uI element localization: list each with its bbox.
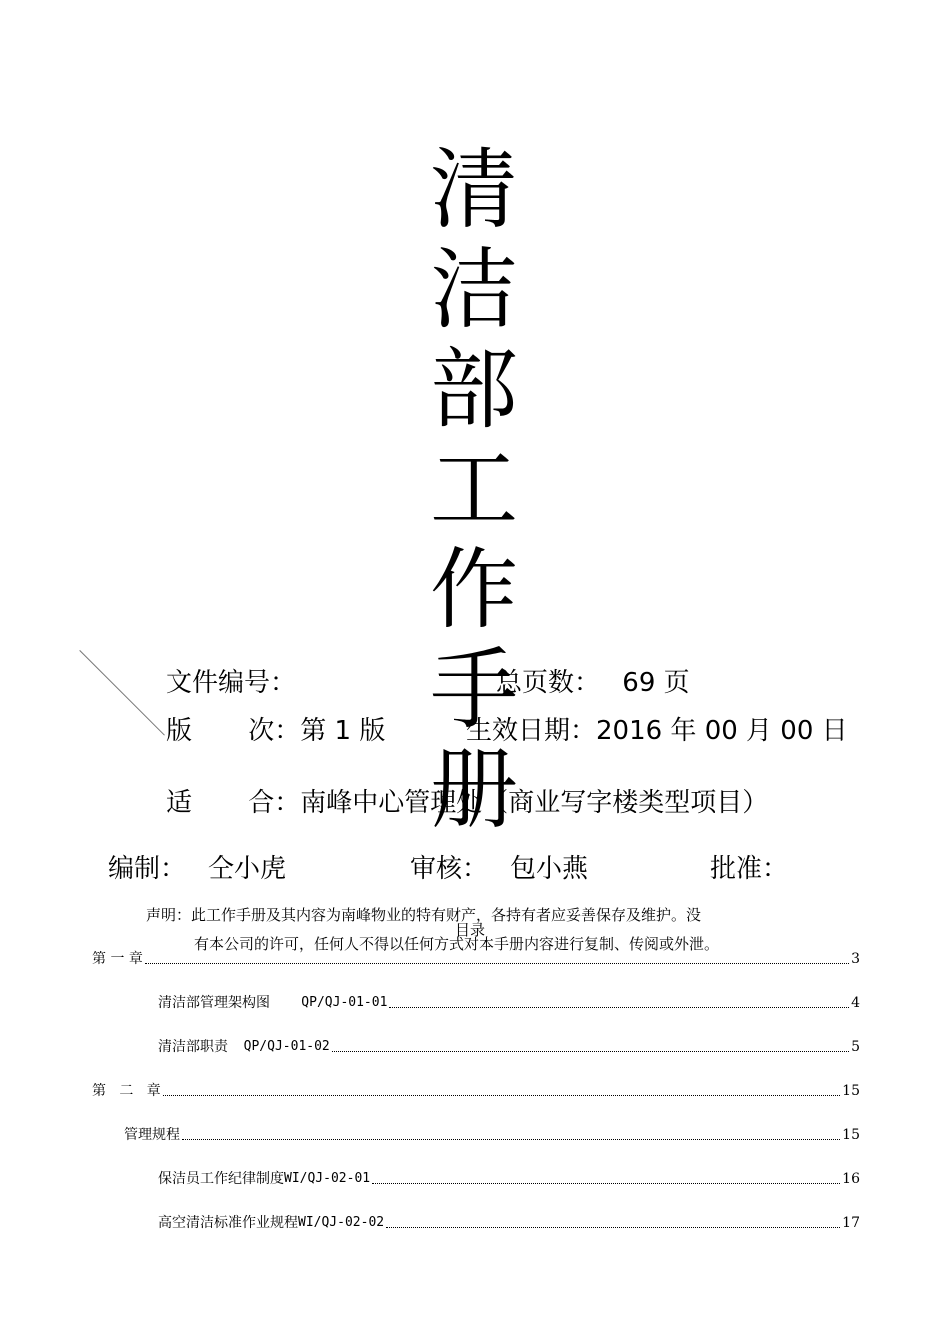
toc-entry-rules[interactable] (124, 1125, 860, 1145)
title-char: 作 (429, 538, 518, 641)
title-char: 工 (429, 438, 518, 541)
toc-entry-page: 16 (842, 1171, 860, 1187)
toc-entry-org-chart[interactable] (158, 993, 860, 1013)
compile-label: 编制： (108, 854, 187, 884)
toc-entry-label: 清洁部管理架构图 (158, 995, 270, 1011)
toc-entry-page: 4 (851, 995, 860, 1011)
toc-leader-dots (386, 1227, 840, 1228)
title-char: 洁 (429, 238, 518, 341)
toc-entry-page: 3 (851, 951, 860, 967)
toc-entry-code: WI/QJ-02-02 (298, 1215, 385, 1230)
toc-leader-dots (182, 1139, 840, 1140)
toc-leader-dots (389, 1007, 849, 1008)
toc-entry-code: WI/QJ-02-01 (284, 1171, 371, 1186)
toc-entry-label: 第 一 章 (92, 951, 143, 967)
applicable-value: 合：南峰中心管理处（商业写字楼类型项目） (248, 788, 769, 818)
toc-leader-dots (163, 1095, 840, 1096)
title-char: 册 (429, 738, 518, 841)
toc-entry-chapter-2[interactable] (92, 1081, 860, 1101)
review-name: 包小燕 (510, 854, 589, 884)
toc-leader-dots (372, 1183, 840, 1184)
title-char: 手 (429, 638, 518, 741)
effective-date: 生效日期：2016 年 00 月 00 日 (466, 716, 848, 746)
toc-entry-label: 第 二 章 (92, 1083, 161, 1099)
statement-line-2: 有本公司的许可，任何人不得以任何方式对本手册内容进行复制、传阅或外泄。 (194, 935, 720, 953)
edition-value: 次：第 1 版 (248, 716, 386, 746)
applicable-label: 适 (166, 788, 193, 818)
toc-entry-label: 高空清洁标准作业规程 (158, 1215, 298, 1231)
edition-label: 版 (166, 716, 193, 746)
toc-entry-code: QP/QJ-01-01 (270, 995, 388, 1010)
title-char: 清 (429, 138, 518, 241)
diagonal-line (79, 650, 165, 736)
toc-entry-label: 保洁员工作纪律制度 (158, 1171, 284, 1187)
toc-entry-label: 清洁部职责 (158, 1039, 228, 1055)
toc-entry-duties[interactable] (158, 1037, 860, 1057)
edition-line (166, 714, 385, 748)
applicable-line (166, 786, 768, 820)
toc-entry-code: QP/QJ-01-02 (228, 1039, 330, 1054)
total-pages-label: 总页数： (496, 668, 601, 698)
title-char: 部 (429, 338, 518, 441)
toc-leader-dots (332, 1051, 849, 1052)
statement-line-1: 声明：此工作手册及其内容为南峰物业的特有财产，各持有者应妥善保存及维护。没 (146, 906, 702, 924)
review-label: 审核： (410, 854, 489, 884)
toc-entry-chapter-1[interactable] (92, 949, 860, 969)
total-pages-value: 69 页 (622, 668, 690, 698)
toc-title: 目录 (455, 921, 486, 939)
toc-entry-page: 17 (842, 1215, 860, 1231)
approve-label: 批准： (710, 854, 789, 884)
toc-leader-dots (145, 963, 849, 964)
compile-name: 仝小虎 (208, 854, 287, 884)
file-number-line (166, 666, 296, 700)
toc-entry-page: 15 (842, 1083, 860, 1099)
toc-entry-high-altitude[interactable] (158, 1213, 860, 1233)
toc-entry-label: 管理规程 (124, 1127, 180, 1143)
file-number-label: 文件编号： (166, 668, 297, 698)
toc-entry-page: 5 (851, 1039, 860, 1055)
total-pages-line (496, 666, 690, 700)
toc-entry-discipline[interactable] (158, 1169, 860, 1189)
toc-entry-page: 15 (842, 1127, 860, 1143)
